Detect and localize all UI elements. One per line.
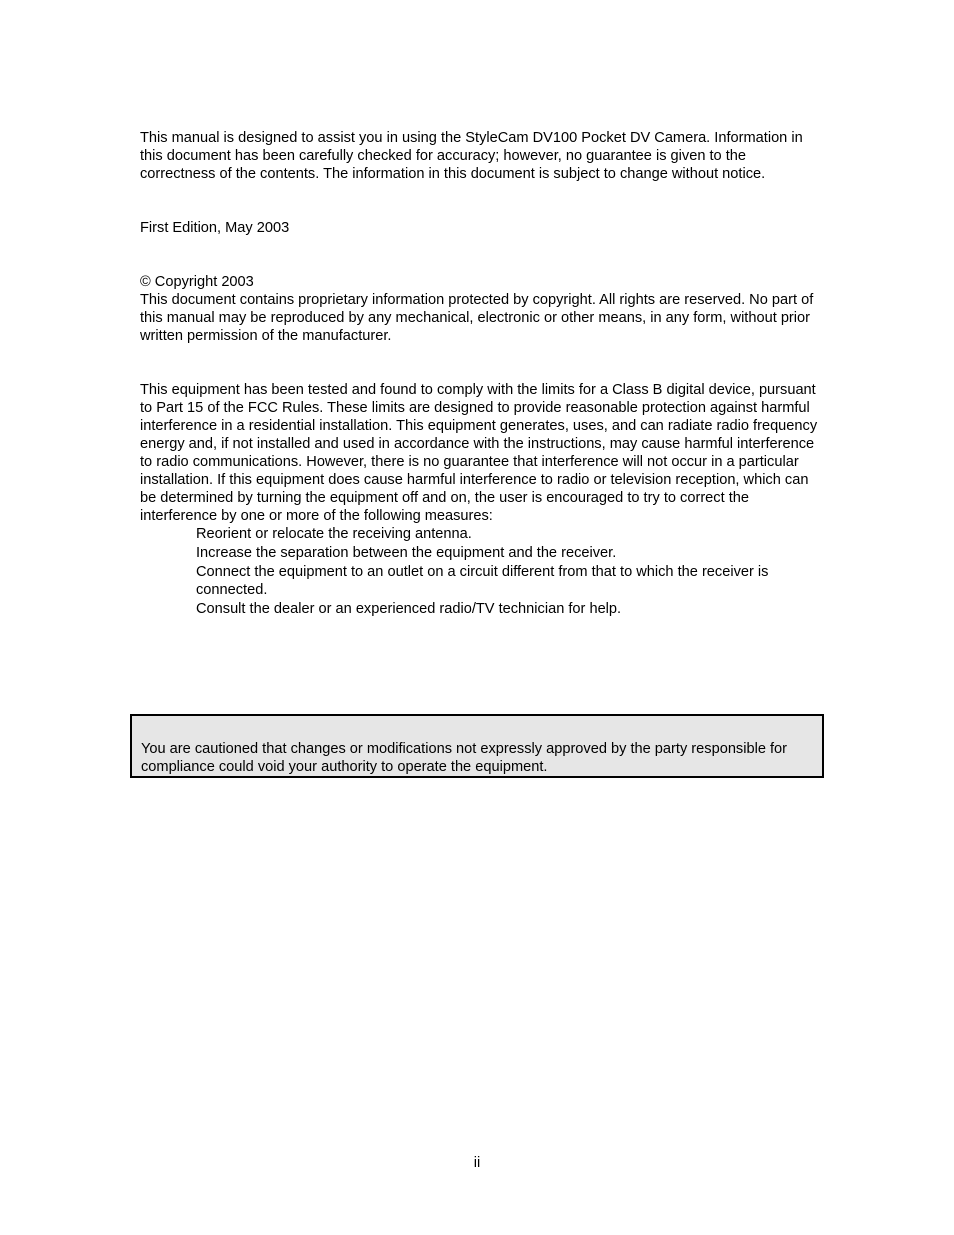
fcc-measures-list <box>140 525 825 618</box>
spacer <box>140 345 825 381</box>
edition-line: First Edition, May 2003 <box>140 220 290 236</box>
list-item: Connect the equipment to an outlet on a circuit different from that to which the receiver is connected. <box>196 564 769 598</box>
list-item: Reorient or relocate the receiving antenna. <box>196 526 472 542</box>
spacer <box>140 183 825 219</box>
caution-box <box>130 714 824 778</box>
copyright-paragraph: This document contains proprietary information protected by copyright. All rights are reserved. No part of this manual may be reproduced by any mechanical, electronic or other means, in any form, without prior written permission of the manufacturer. <box>140 292 814 344</box>
page-number: ii <box>473 1155 481 1171</box>
copyright-heading: © Copyright 2003 <box>140 274 254 290</box>
document-body <box>140 129 825 619</box>
caution-text: You are cautioned that changes or modifications not expressly approved by the party responsible for compliance could void your authority to operate the equipment. <box>141 741 788 775</box>
spacer <box>140 237 825 273</box>
fcc-paragraph: This equipment has been tested and found to comply with the limits for a Class B digital device, pursuant to Part 15 of the FCC Rules. These limits are designed to provide reasonable protection against harmful interference in a residential installation. This equipment generates, uses, and can radiate radio frequency energy and, if not installed and used in accordance with the instructions, may cause harmful interference to radio communications. However, there is no guarantee that interference will not occur in a particular installation. If this equipment does cause harmful interference to radio or television reception, which can be determined by turning the equipment off and on, the user is encouraged to try to correct the interference by one or more of the following measures: <box>140 382 818 524</box>
list-item: Consult the dealer or an experienced radio/TV technician for help. <box>196 601 622 617</box>
list-item: Increase the separation between the equipment and the receiver. <box>196 545 617 561</box>
intro-paragraph: This manual is designed to assist you in using the StyleCam DV100 Pocket DV Camera. Information in this document has been carefully checked for accuracy; however, no guarantee is given to the correctness of the contents. The information in this document is subject to change without notice. <box>140 130 803 182</box>
